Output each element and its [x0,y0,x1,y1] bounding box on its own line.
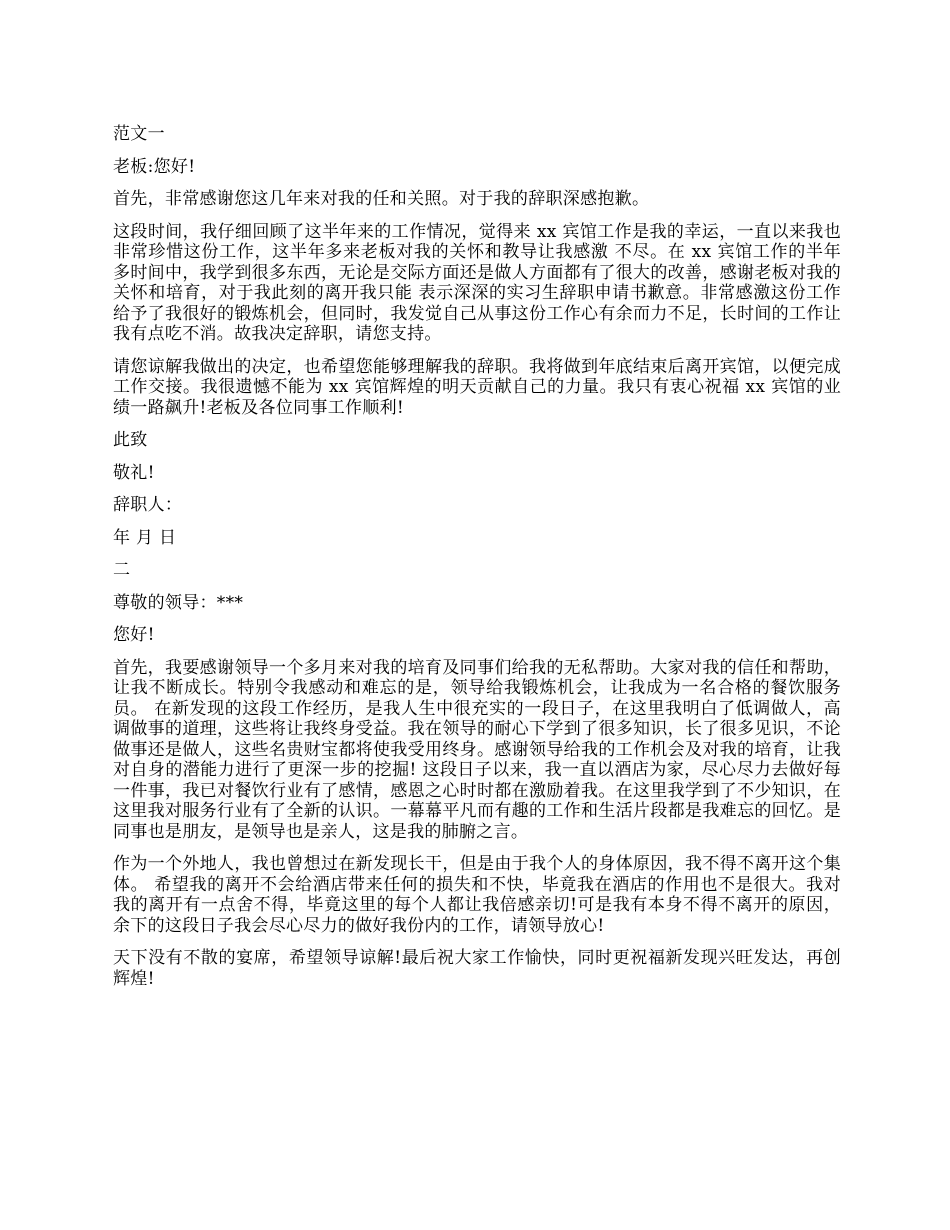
closing-zhizhi: 此致 [113,430,148,450]
paragraph-farewell: 天下没有不散的宴席，希望领导谅解!最后祝大家工作愉快，同时更祝福新发现兴旺发达，再创辉煌! [113,948,841,989]
signature-resigner: 辞职人： [113,495,183,515]
paragraph-review: 这段时间，我仔细回顾了这半年来的工作情况，觉得来 xx 宾馆工作是我的幸运，一直以来我也非常珍惜这份工作，这半年多来老板对我的关怀和教导让我感激 不尽。在 xx 宾馆工作的半年多时间中，我学到很多东西，无论是交际方面还是做人方面都有了很大的改善，感谢老板对我的关怀和培育，对于我此刻的离开我只能 表示深深的实习生辞职申请书歉意。非常感激这份工作给予了我很好的锻炼机会，但同时，我发觉自己从事这份工作心有余而力不足，长时间的工作让我有点吃不消。故我决定辞职，请您支持。 [113,221,841,344]
heading-sample-two: 二 [113,560,131,580]
salutation-boss: 老板:您好! [113,156,196,177]
closing-jingli: 敬礼! [113,462,155,483]
paragraph-understanding: 请您谅解我做出的决定，也希望您能够理解我的辞职。我将做到年底结束后离开宾馆，以便完成工作交接。我很遗憾不能为 xx 宾馆辉煌的明天贡献自己的力量。我只有衷心祝福 xx 宾馆的业绩一路飙升!老板及各位同事工作顺利! [113,356,841,418]
paragraph-gratitude: 首先，我要感谢领导一个多月来对我的培育及同事们给我的无私帮助。大家对我的信任和帮助，让我不断成长。特别令我感动和难忘的是，领导给我锻炼机会，让我成为一名合格的餐饮服务员。 在新发现的这段工作经历，是我人生中很充实的一段日子，在这里我明白了低调做人，高调做事的道理，这些将让我终身受益。我在领导的耐心下学到了很多知识，长了很多见识，不论做事还是做人，这些名贵财宝都将使我受用终身。感谢领导给我的工作机会及对我的培育，让我对自身的潜能力进行了更深一步的挖掘! 这段日子以来，我一直以酒店为家，尽心尽力去做好每一件事，我已对餐饮行业有了感情，感恩之心时时都在激励着我。在这里我学到了不少知识，在这里我对服务行业有了全新的认识。一幕幕平凡而有趣的工作和生活片段都是我难忘的回忆。是同事也是朋友，是领导也是亲人，这是我的肺腑之言。 [113,657,841,842]
salutation-leader: 尊敬的领导：*** [113,592,244,613]
paragraph-thanks: 首先，非常感谢您这几年来对我的任和关照。对于我的辞职深感抱歉。 [113,189,650,209]
paragraph-reason: 作为一个外地人，我也曾想过在新发现长干，但是由于我个人的身体原因，我不得不离开这个集体。 希望我的离开不会给酒店带来任何的损失和不快，毕竟我在酒店的作用也不是很大。我对我的离开有一点舍不得，毕竟这里的每个人都让我倍感亲切!可是我有本身不得不离开的原因，余下的这段日子我会尽心尽力的做好我份内的工作，请领导放心! [113,854,841,936]
document-page [113,124,841,1001]
date-line: 年 月 日 [113,527,177,548]
greeting-hello: 您好! [113,625,155,645]
heading-sample-one: 范文一 [113,124,165,144]
